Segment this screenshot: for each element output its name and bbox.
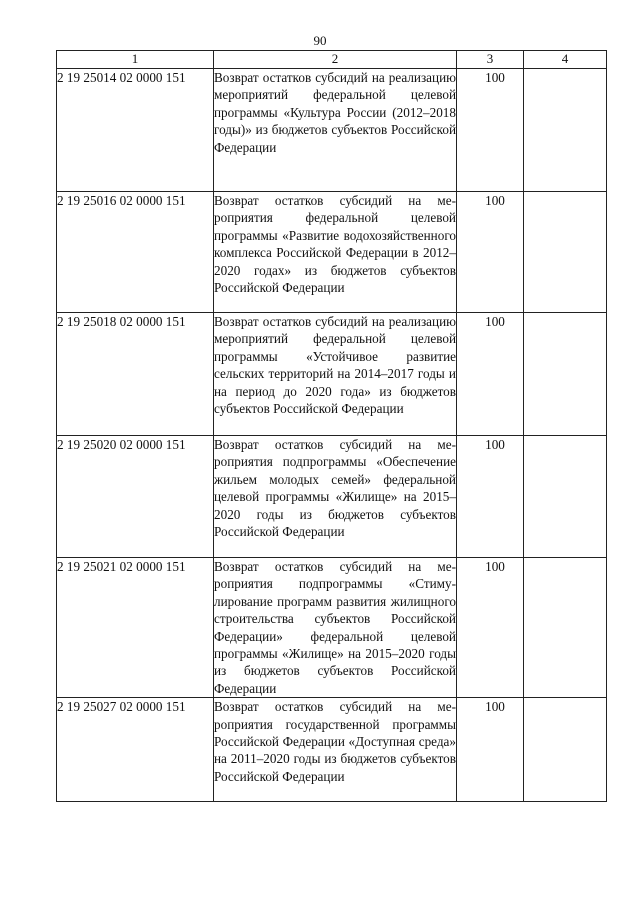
row-amount bbox=[457, 69, 524, 192]
row-description: Возврат остатков субсидий на мероприятия подпрограммы «Обеспечение жильем молодых семей» федеральной целевой программы «Жилище» на 2015–2020 годы из бюджетов субъектов Российской Федерации bbox=[214, 436, 457, 558]
column-header-3: 3 bbox=[457, 51, 524, 69]
row-description: Возврат остатков субсидий на мероприятия государственной программы Российской Федерации «Доступная среда» на 2011–2020 годы из бюджетов субъектов Российской Федерации bbox=[214, 698, 457, 802]
table-row bbox=[57, 558, 607, 698]
row-amount bbox=[457, 313, 524, 436]
budget-code: 2 19 25021 02 0000 151 bbox=[57, 558, 214, 698]
row-col4 bbox=[524, 698, 607, 802]
page-number: 90 bbox=[313, 33, 327, 48]
row-description: Возврат остатков субсидий на реализацию мероприятий федеральной целевой программы «Культура России (2012–2018 годы)» из бюджетов субъектов Российской Федерации bbox=[214, 69, 457, 192]
table-row bbox=[57, 698, 607, 802]
amount-value: 100 bbox=[485, 699, 505, 715]
row-amount bbox=[457, 558, 524, 698]
header-row bbox=[57, 51, 607, 69]
amount-value: 100 bbox=[485, 70, 505, 85]
row-amount bbox=[457, 436, 524, 558]
row-amount bbox=[457, 698, 524, 802]
table-row bbox=[57, 69, 607, 192]
budget-codes-table bbox=[56, 50, 607, 802]
row-col4 bbox=[524, 558, 607, 698]
row-description: Возврат остатков субсидий на реализацию мероприятий федеральной целевой программы «Устойчивое развитие сельских территорий на 2014–2017 годы и на период до 2020 года» из бюджетов субъектов Российской Федерации bbox=[214, 313, 457, 436]
row-col4 bbox=[524, 313, 607, 436]
amount-value: 100 bbox=[485, 437, 505, 452]
budget-code: 2 19 25014 02 0000 151 bbox=[57, 69, 214, 192]
column-header-1: 1 bbox=[57, 51, 214, 69]
column-header-4: 4 bbox=[524, 51, 607, 69]
amount-value: 100 bbox=[485, 314, 505, 329]
budget-code: 2 19 25018 02 0000 151 bbox=[57, 313, 214, 436]
budget-code: 2 19 25027 02 0000 151 bbox=[57, 698, 214, 802]
row-col4 bbox=[524, 192, 607, 313]
row-amount bbox=[457, 192, 524, 313]
row-description: Возврат остатков субсидий на мероприятия подпрограммы «Стимулирование программ развития жилищного строительства субъектов Российской Федерации» федеральной целевой программы «Жилище» на 2015–2020 годы из бюджетов субъектов Российской Федерации bbox=[214, 559, 456, 696]
table-body bbox=[57, 69, 607, 802]
amount-value: 100 bbox=[485, 193, 505, 208]
row-col4 bbox=[524, 69, 607, 192]
row-description: Возврат остатков субсидий на мероприятия федеральной целевой программы «Развитие водохозяйственного комплекса Российской Федерации в 2012–2020 годах» из бюджетов субъектов Российской Федерации bbox=[214, 192, 457, 313]
column-header-2: 2 bbox=[214, 51, 457, 69]
table-row bbox=[57, 192, 607, 313]
table-header bbox=[57, 51, 607, 69]
budget-code: 2 19 25020 02 0000 151 bbox=[57, 436, 214, 558]
table-row bbox=[57, 313, 607, 436]
amount-value: 100 bbox=[485, 559, 505, 574]
table-row bbox=[57, 436, 607, 558]
row-col4 bbox=[524, 436, 607, 558]
budget-code: 2 19 25016 02 0000 151 bbox=[57, 192, 214, 313]
